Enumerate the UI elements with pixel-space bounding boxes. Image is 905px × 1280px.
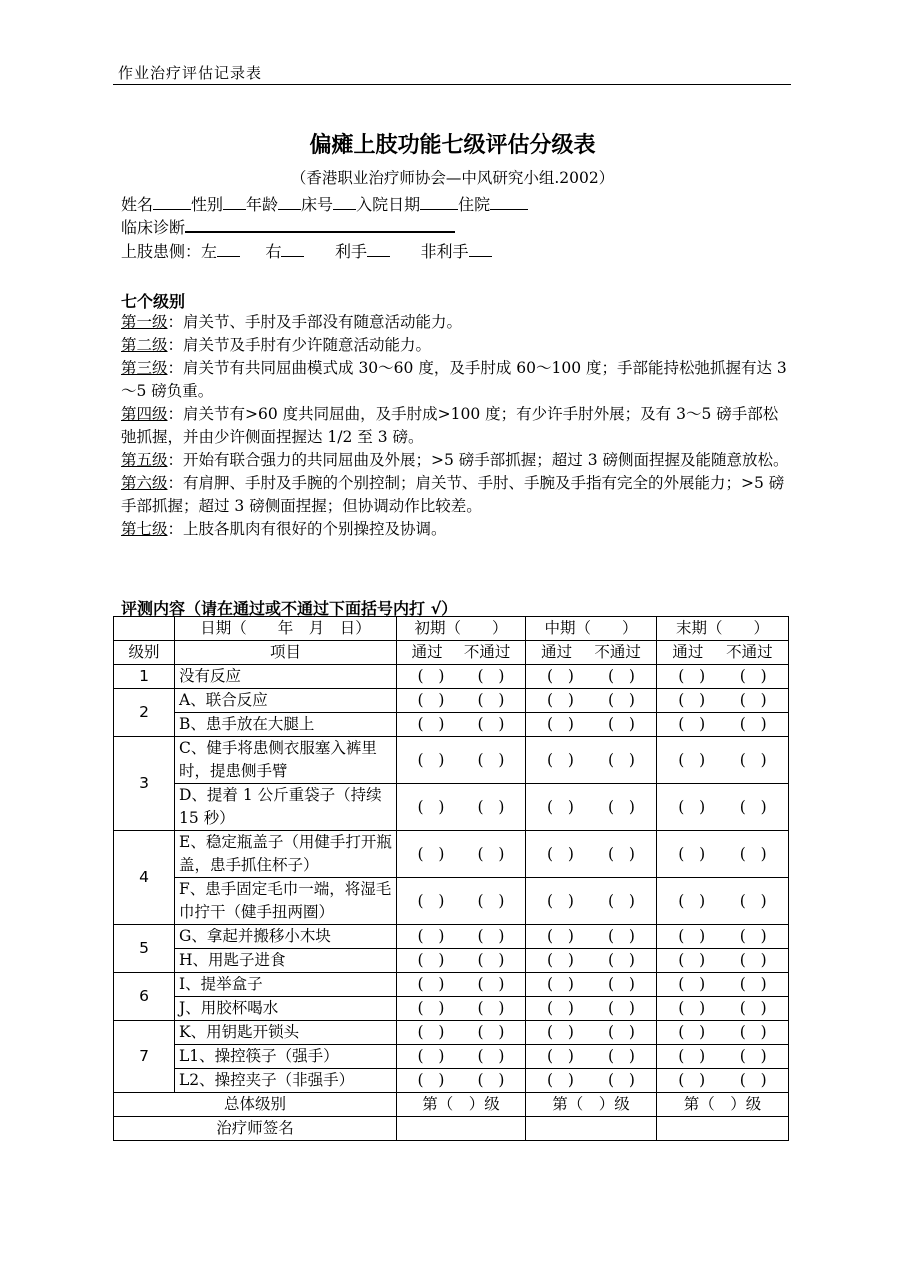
result-cell: [657, 949, 789, 973]
pass-checkbox[interactable]: ( ): [547, 927, 574, 945]
result-cell: [657, 997, 789, 1021]
pass-checkbox[interactable]: ( ): [678, 667, 706, 685]
pass-fail-header: [397, 641, 526, 665]
table-row: [114, 1045, 789, 1069]
level-text: ：肩关节有共同屈曲模式成 30～60 度，及手肘成 60～100 度；手部能持松弛抓握有达 3～5 磅负重。: [121, 359, 787, 400]
pass-checkbox[interactable]: ( ): [417, 1071, 445, 1089]
result-cell: [657, 925, 789, 949]
item-text: L2、操控夹子（非强手）: [179, 1071, 355, 1089]
result-cell: [657, 689, 789, 713]
pass-checkbox[interactable]: ( ): [417, 750, 445, 769]
overall-level-value: 第（ ）级: [422, 1095, 500, 1113]
right-field[interactable]: [281, 240, 304, 257]
result-cell: [397, 925, 526, 949]
level-number-value: 1: [139, 667, 149, 685]
fail-checkbox[interactable]: ( ): [477, 951, 505, 969]
pass-checkbox[interactable]: ( ): [547, 951, 574, 969]
fail-checkbox[interactable]: ( ): [608, 667, 635, 685]
fail-checkbox[interactable]: ( ): [739, 975, 767, 993]
levels-heading: 七个级别: [121, 292, 186, 311]
result-cell: [657, 878, 789, 925]
fail-checkbox[interactable]: ( ): [739, 1047, 767, 1065]
pass-label: 通过: [672, 643, 704, 661]
page-title: 偏瘫上肢功能七级评估分级表: [309, 133, 596, 158]
result-cell: [526, 925, 657, 949]
signature-cell[interactable]: [657, 1117, 789, 1141]
diagnosis-field[interactable]: [185, 215, 455, 233]
fail-checkbox[interactable]: ( ): [739, 691, 767, 709]
fail-checkbox[interactable]: ( ): [477, 975, 505, 993]
table-row: [114, 1021, 789, 1045]
item-text: F、患手固定毛巾一端，将湿毛巾拧干（健手扭两圈）: [179, 880, 392, 921]
bed-field[interactable]: [333, 193, 356, 210]
fail-checkbox[interactable]: ( ): [739, 1023, 767, 1041]
result-cell: [397, 831, 526, 878]
table-row: [114, 878, 789, 925]
item-text: B、患手放在大腿上: [179, 715, 315, 733]
pass-checkbox[interactable]: ( ): [678, 844, 706, 863]
fail-checkbox[interactable]: ( ): [608, 691, 635, 709]
pass-checkbox[interactable]: ( ): [547, 797, 574, 816]
pass-checkbox[interactable]: ( ): [417, 891, 445, 910]
level-number: [114, 831, 175, 925]
level-text: ：肩关节及手肘有少许随意活动能力。: [167, 336, 432, 354]
pass-fail-header: [526, 641, 657, 665]
pass-checkbox[interactable]: ( ): [547, 691, 574, 709]
fail-checkbox[interactable]: ( ): [608, 891, 635, 910]
level-description: [121, 311, 789, 334]
item-cell: [175, 997, 397, 1021]
result-cell: [526, 713, 657, 737]
table-row: [114, 1069, 789, 1093]
signature-cell[interactable]: [397, 1117, 526, 1141]
overall-level-cell[interactable]: [397, 1093, 526, 1117]
table-header-date-row: [114, 617, 789, 641]
item-cell: [175, 878, 397, 925]
fail-checkbox[interactable]: ( ): [477, 750, 505, 769]
item-col-label: 项目: [269, 643, 301, 661]
fail-checkbox[interactable]: ( ): [739, 715, 767, 733]
period-label: 初期（ ）: [414, 619, 508, 637]
table-row: [114, 784, 789, 831]
level-number-value: 6: [139, 987, 149, 1005]
fail-checkbox[interactable]: ( ): [477, 715, 505, 733]
pass-checkbox[interactable]: ( ): [547, 891, 574, 910]
result-cell: [526, 973, 657, 997]
table-row: [114, 831, 789, 878]
level-column-header: [114, 641, 175, 665]
level-number: [114, 665, 175, 689]
fail-checkbox[interactable]: ( ): [608, 999, 635, 1017]
item-cell: [175, 784, 397, 831]
result-cell: [526, 737, 657, 784]
result-cell: [397, 737, 526, 784]
pass-checkbox[interactable]: ( ): [678, 750, 706, 769]
level-text: ：开始有联合强力的共同屈曲及外展；>5 磅手部抓握；超过 3 磅侧面捏握及能随意放松。: [167, 451, 789, 469]
level-number-value: 3: [139, 774, 149, 792]
result-cell: [397, 784, 526, 831]
pass-checkbox[interactable]: ( ): [417, 975, 445, 993]
result-cell: [657, 784, 789, 831]
result-cell: [526, 949, 657, 973]
level-col-label: 级别: [128, 643, 160, 661]
pass-checkbox[interactable]: ( ): [547, 844, 574, 863]
pass-checkbox[interactable]: ( ): [678, 1023, 706, 1041]
pass-checkbox[interactable]: ( ): [678, 891, 706, 910]
ward-field[interactable]: [490, 193, 528, 210]
level-description: [121, 357, 789, 403]
dominant-hand-field[interactable]: [367, 240, 390, 257]
result-cell: [526, 878, 657, 925]
header-rule: [113, 84, 791, 85]
item-cell: [175, 831, 397, 878]
fail-checkbox[interactable]: ( ): [477, 999, 505, 1017]
fail-checkbox[interactable]: ( ): [477, 844, 505, 863]
evaluation-heading: 评测内容（请在通过或不通过下面括号内打 √）: [121, 599, 458, 618]
diagnosis-line: [121, 215, 455, 238]
overall-level-value: 第（ ）级: [552, 1095, 630, 1113]
admit-date-field[interactable]: [420, 193, 458, 210]
item-text: D、提着 1 公斤重袋子（持续 15 秒）: [179, 786, 382, 827]
item-text: 没有反应: [179, 667, 242, 685]
level-number-value: 5: [139, 939, 149, 957]
item-cell: [175, 1045, 397, 1069]
result-cell: [526, 784, 657, 831]
fail-label: 不通过: [594, 643, 641, 661]
blank-cell: [114, 617, 175, 641]
pass-label: 通过: [541, 643, 573, 661]
pass-checkbox[interactable]: ( ): [417, 927, 445, 945]
pass-checkbox[interactable]: ( ): [547, 667, 574, 685]
pass-checkbox[interactable]: ( ): [417, 691, 445, 709]
right-label: 右: [265, 242, 282, 261]
pass-checkbox[interactable]: ( ): [678, 715, 706, 733]
pass-fail-header: [657, 641, 789, 665]
pass-checkbox[interactable]: ( ): [417, 999, 445, 1017]
result-cell: [526, 665, 657, 689]
table-row: [114, 997, 789, 1021]
item-text: G、拿起并搬移小木块: [179, 927, 331, 945]
left-field[interactable]: [217, 240, 240, 257]
pass-checkbox[interactable]: ( ): [547, 975, 574, 993]
item-column-header: [175, 641, 397, 665]
period-header: [397, 617, 526, 641]
result-cell: [397, 665, 526, 689]
pass-checkbox[interactable]: ( ): [417, 667, 445, 685]
level-number: [114, 1021, 175, 1093]
level-name: 第四级: [121, 405, 168, 423]
levels-list: [121, 311, 789, 541]
evaluation-table: [113, 616, 789, 1141]
fail-checkbox[interactable]: ( ): [608, 1071, 635, 1089]
name-field[interactable]: [153, 193, 191, 210]
result-cell: [397, 1069, 526, 1093]
signature-row: [114, 1117, 789, 1141]
non-dominant-hand-label: 非利手: [420, 242, 469, 261]
table-row: [114, 949, 789, 973]
fail-checkbox[interactable]: ( ): [477, 691, 505, 709]
level-number: [114, 925, 175, 973]
level-name: 第二级: [121, 336, 168, 354]
sex-field[interactable]: [223, 193, 246, 210]
pass-checkbox[interactable]: ( ): [547, 715, 574, 733]
table-row: [114, 665, 789, 689]
pass-checkbox[interactable]: ( ): [547, 1071, 574, 1089]
ward-label: 住院: [458, 195, 491, 214]
fail-checkbox[interactable]: ( ): [477, 797, 505, 816]
fail-checkbox[interactable]: ( ): [739, 891, 767, 910]
fail-checkbox[interactable]: ( ): [477, 1023, 505, 1041]
result-cell: [397, 973, 526, 997]
age-field[interactable]: [278, 193, 301, 210]
table-row: [114, 925, 789, 949]
pass-label: 通过: [411, 643, 443, 661]
pass-checkbox[interactable]: ( ): [678, 975, 706, 993]
patient-info-line: [121, 192, 528, 215]
age-label: 年龄: [246, 195, 279, 214]
pass-checkbox[interactable]: ( ): [417, 797, 445, 816]
item-text: H、用匙子进食: [179, 951, 286, 969]
result-cell: [526, 831, 657, 878]
table-row: [114, 973, 789, 997]
signature-cell[interactable]: [526, 1117, 657, 1141]
overall-level-cell[interactable]: [526, 1093, 657, 1117]
table-row: [114, 689, 789, 713]
item-cell: [175, 665, 397, 689]
fail-checkbox[interactable]: ( ): [739, 1071, 767, 1089]
overall-level-row: [114, 1093, 789, 1117]
level-name: 第七级: [121, 520, 168, 538]
level-name: 第三级: [121, 359, 168, 377]
fail-checkbox[interactable]: ( ): [608, 927, 635, 945]
affected-side-line: [121, 239, 492, 262]
affected-left-label: 上肢患侧：左: [121, 242, 218, 261]
dominant-hand-label: 利手: [334, 242, 367, 261]
level-description: [121, 449, 789, 472]
period-label: 中期（ ）: [544, 619, 638, 637]
fail-checkbox[interactable]: ( ): [739, 667, 767, 685]
result-cell: [657, 831, 789, 878]
result-cell: [526, 1045, 657, 1069]
fail-checkbox[interactable]: ( ): [608, 750, 635, 769]
overall-level-cell[interactable]: [657, 1093, 789, 1117]
result-cell: [657, 713, 789, 737]
fail-checkbox[interactable]: ( ): [739, 951, 767, 969]
diagnosis-label: 临床诊断: [121, 218, 186, 237]
pass-checkbox[interactable]: ( ): [678, 691, 706, 709]
fail-checkbox[interactable]: ( ): [608, 797, 635, 816]
item-cell: [175, 1021, 397, 1045]
period-header: [526, 617, 657, 641]
name-label: 姓名: [121, 195, 154, 214]
result-cell: [526, 997, 657, 1021]
level-number-value: 7: [139, 1047, 149, 1065]
pass-checkbox[interactable]: ( ): [678, 999, 706, 1017]
pass-checkbox[interactable]: ( ): [417, 844, 445, 863]
item-cell: [175, 949, 397, 973]
table-row: [114, 713, 789, 737]
date-header: [175, 617, 397, 641]
level-name: 第一级: [121, 313, 168, 331]
level-description: [121, 518, 789, 541]
result-cell: [526, 689, 657, 713]
pass-checkbox[interactable]: ( ): [547, 1023, 574, 1041]
pass-checkbox[interactable]: ( ): [678, 951, 706, 969]
fail-checkbox[interactable]: ( ): [739, 797, 767, 816]
level-number-value: 4: [139, 868, 149, 886]
table-header-row: [114, 641, 789, 665]
item-text: C、健手将患侧衣服塞入裤里时，提患侧手臂: [179, 739, 377, 780]
item-text: A、联合反应: [179, 691, 268, 709]
fail-checkbox[interactable]: ( ): [477, 1047, 505, 1065]
pass-checkbox[interactable]: ( ): [547, 750, 574, 769]
pass-checkbox[interactable]: ( ): [678, 1047, 706, 1065]
level-number: [114, 737, 175, 831]
fail-checkbox[interactable]: ( ): [608, 975, 635, 993]
result-cell: [657, 1069, 789, 1093]
fail-checkbox[interactable]: ( ): [477, 667, 505, 685]
pass-checkbox[interactable]: ( ): [547, 1047, 574, 1065]
overall-level-value: 第（ ）级: [683, 1095, 762, 1113]
fail-checkbox[interactable]: ( ): [739, 844, 767, 863]
signature-label-text: 治疗师签名: [216, 1119, 294, 1137]
result-cell: [657, 1045, 789, 1069]
level-number-value: 2: [139, 703, 149, 721]
level-text: ：上肢各肌肉有很好的个别操控及协调。: [167, 520, 447, 538]
item-text: I、提举盒子: [179, 975, 263, 993]
fail-checkbox[interactable]: ( ): [608, 951, 635, 969]
table-row: [114, 737, 789, 784]
item-cell: [175, 973, 397, 997]
fail-label: 不通过: [726, 643, 773, 661]
result-cell: [526, 1069, 657, 1093]
pass-checkbox[interactable]: ( ): [417, 715, 445, 733]
item-cell: [175, 925, 397, 949]
pass-checkbox[interactable]: ( ): [678, 1071, 706, 1089]
page-subtitle: （香港职业治疗师协会—中风研究小组.2002）: [290, 169, 615, 187]
level-name: 第六级: [121, 474, 168, 492]
result-cell: [657, 737, 789, 784]
item-text: K、用钥匙开锁头: [179, 1023, 300, 1041]
pass-checkbox[interactable]: ( ): [547, 999, 574, 1017]
overall-label: 总体级别: [223, 1095, 286, 1113]
result-cell: [397, 689, 526, 713]
period-header: [657, 617, 789, 641]
item-cell: [175, 737, 397, 784]
fail-checkbox[interactable]: ( ): [739, 750, 767, 769]
result-cell: [397, 997, 526, 1021]
fail-checkbox[interactable]: ( ): [739, 927, 767, 945]
document-header: 作业治疗评估记录表: [118, 64, 263, 82]
fail-checkbox[interactable]: ( ): [739, 999, 767, 1017]
level-description: [121, 472, 789, 518]
item-text: E、稳定瓶盖子（用健手打开瓶盖，患手抓住杯子）: [179, 833, 392, 874]
level-description: [121, 334, 789, 357]
result-cell: [526, 1021, 657, 1045]
non-dominant-hand-field[interactable]: [469, 240, 492, 257]
level-text: ：肩关节、手肘及手部没有随意活动能力。: [167, 313, 463, 331]
fail-checkbox[interactable]: ( ): [608, 1047, 635, 1065]
pass-checkbox[interactable]: ( ): [678, 927, 706, 945]
admit-date-label: 入院日期: [356, 195, 421, 214]
period-label: 末期（ ）: [675, 619, 769, 637]
level-number: [114, 973, 175, 1021]
result-cell: [397, 949, 526, 973]
item-text: J、用胶杯喝水: [179, 999, 279, 1017]
fail-checkbox[interactable]: ( ): [608, 844, 635, 863]
fail-checkbox[interactable]: ( ): [477, 927, 505, 945]
result-cell: [397, 1021, 526, 1045]
fail-checkbox[interactable]: ( ): [477, 1071, 505, 1089]
item-text: L1、操控筷子（强手）: [179, 1047, 339, 1065]
bed-label: 床号: [301, 195, 334, 214]
fail-checkbox[interactable]: ( ): [477, 891, 505, 910]
level-text: ：肩关节有>60 度共同屈曲，及手肘成>100 度；有少许手肘外展；及有 3～5 磅手部松弛抓握，并由少许侧面捏握达 1/2 至 3 磅。: [121, 405, 779, 446]
level-text: ：有肩胛、手肘及手腕的个别控制；肩关节、手肘、手腕及手指有完全的外展能力；>5 磅手部抓握；超过 3 磅侧面捏握；但协调动作比较差。: [121, 474, 785, 515]
pass-checkbox[interactable]: ( ): [678, 797, 706, 816]
result-cell: [657, 1021, 789, 1045]
item-cell: [175, 1069, 397, 1093]
sex-label: 性别: [191, 195, 224, 214]
item-cell: [175, 689, 397, 713]
pass-checkbox[interactable]: ( ): [417, 1047, 445, 1065]
fail-checkbox[interactable]: ( ): [608, 715, 635, 733]
result-cell: [397, 878, 526, 925]
result-cell: [657, 665, 789, 689]
level-description: [121, 403, 789, 449]
result-cell: [397, 713, 526, 737]
fail-checkbox[interactable]: ( ): [608, 1023, 635, 1041]
result-cell: [397, 1045, 526, 1069]
signature-label: [114, 1117, 397, 1141]
level-name: 第五级: [121, 451, 168, 469]
level-number: [114, 689, 175, 737]
pass-checkbox[interactable]: ( ): [417, 1023, 445, 1041]
pass-checkbox[interactable]: ( ): [417, 951, 445, 969]
fail-label: 不通过: [463, 643, 511, 661]
result-cell: [657, 973, 789, 997]
overall-level-label: [114, 1093, 397, 1117]
item-cell: [175, 713, 397, 737]
date-label: 日期（ 年 月 日）: [200, 619, 371, 637]
